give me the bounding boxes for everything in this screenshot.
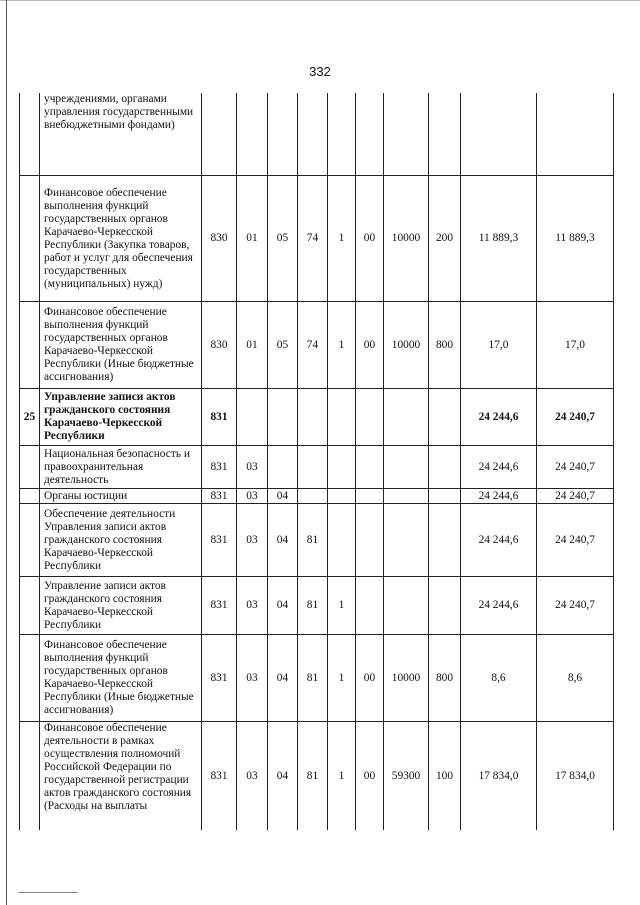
code-ministry: 831 [202, 389, 237, 446]
row-number [20, 93, 40, 176]
code-ministry: 831 [202, 722, 237, 831]
row-name: Финансовое обеспечение деятельности в рамках осуществления полномочий Российской Федерации по государственной регистрации актов гражданского состояния (Расходы на выплаты [40, 722, 202, 831]
code-section: 03 [237, 489, 268, 504]
amount-year-1: 24 244,6 [461, 489, 537, 504]
code-activity [356, 577, 384, 635]
amount-year-1: 17 834,0 [461, 722, 537, 831]
code-subsection: 04 [268, 489, 298, 504]
budget-table [19, 93, 614, 830]
page-number: 332 [309, 64, 331, 79]
table-row [20, 635, 614, 722]
code-ministry: 831 [202, 635, 237, 722]
code-activity [356, 489, 384, 504]
row-number [20, 302, 40, 389]
code-section [237, 93, 268, 176]
code-section: 01 [237, 302, 268, 389]
row-name: учреждениями, органами управления государственными внебюджетными фондами) [40, 93, 202, 176]
code-section: 03 [237, 577, 268, 635]
code-activity: 00 [356, 302, 384, 389]
amount-year-1: 24 244,6 [461, 446, 537, 489]
row-name: Органы юстиции [40, 489, 202, 504]
code-expense-type [429, 446, 461, 489]
row-number [20, 635, 40, 722]
code-section: 03 [237, 635, 268, 722]
code-ministry: 830 [202, 302, 237, 389]
code-subprogram [328, 504, 356, 577]
code-program: 81 [298, 504, 328, 577]
left-margin-line [6, 0, 7, 905]
amount-year-1: 8,6 [461, 635, 537, 722]
row-number [20, 504, 40, 577]
code-section: 03 [237, 446, 268, 489]
code-program: 74 [298, 302, 328, 389]
code-direction [384, 446, 429, 489]
top-edge-line [0, 0, 640, 1]
code-program [298, 389, 328, 446]
code-subsection: 05 [268, 176, 298, 302]
row-number [20, 176, 40, 302]
row-name: Национальная безопасность и правоохранительная деятельность [40, 446, 202, 489]
table-row [20, 489, 614, 504]
amount-year-2: 17 834,0 [537, 722, 614, 831]
code-subprogram: 1 [328, 635, 356, 722]
table-row [20, 577, 614, 635]
code-expense-type [429, 93, 461, 176]
table-row [20, 722, 614, 831]
amount-year-1: 17,0 [461, 302, 537, 389]
code-expense-type [429, 389, 461, 446]
code-direction [384, 389, 429, 446]
code-expense-type: 100 [429, 722, 461, 831]
code-subprogram: 1 [328, 176, 356, 302]
amount-year-2: 24 240,7 [537, 446, 614, 489]
code-direction [384, 489, 429, 504]
code-subsection: 04 [268, 722, 298, 831]
code-subsection [268, 446, 298, 489]
code-subprogram: 1 [328, 722, 356, 831]
amount-year-1 [461, 93, 537, 176]
code-section: 03 [237, 504, 268, 577]
code-expense-type: 200 [429, 176, 461, 302]
row-number [20, 446, 40, 489]
code-expense-type [429, 504, 461, 577]
table-row [20, 389, 614, 446]
code-ministry: 831 [202, 504, 237, 577]
code-subsection: 04 [268, 504, 298, 577]
code-direction [384, 504, 429, 577]
code-ministry: 831 [202, 446, 237, 489]
code-program: 74 [298, 176, 328, 302]
amount-year-2: 11 889,3 [537, 176, 614, 302]
bottom-edge-line [18, 892, 78, 893]
code-activity: 00 [356, 176, 384, 302]
amount-year-1: 24 244,6 [461, 577, 537, 635]
code-direction [384, 577, 429, 635]
code-ministry: 831 [202, 489, 237, 504]
amount-year-2: 24 240,7 [537, 389, 614, 446]
row-number [20, 722, 40, 831]
table-row [20, 504, 614, 577]
code-subprogram [328, 446, 356, 489]
code-program [298, 489, 328, 504]
row-number [20, 489, 40, 504]
table-row [20, 302, 614, 389]
code-direction: 10000 [384, 635, 429, 722]
amount-year-2: 24 240,7 [537, 489, 614, 504]
amount-year-2: 17,0 [537, 302, 614, 389]
row-number: 25 [20, 389, 40, 446]
code-direction: 59300 [384, 722, 429, 831]
code-direction [384, 93, 429, 176]
amount-year-2 [537, 93, 614, 176]
code-subsection [268, 93, 298, 176]
code-ministry [202, 93, 237, 176]
code-program [298, 93, 328, 176]
code-expense-type [429, 489, 461, 504]
code-section: 01 [237, 176, 268, 302]
code-program: 81 [298, 722, 328, 831]
amount-year-1: 11 889,3 [461, 176, 537, 302]
table-row [20, 446, 614, 489]
code-direction: 10000 [384, 176, 429, 302]
amount-year-2: 24 240,7 [537, 577, 614, 635]
row-name: Финансовое обеспечение выполнения функций государственных органов Карачаево-Черкесской Республики (Иные бюджетные ассигнования) [40, 635, 202, 722]
row-name: Финансовое обеспечение выполнения функций государственных органов Карачаево-Черкесской Республики (Закупка товаров, работ и услуг для обеспечения государственных (муниципальных) нужд) [40, 176, 202, 302]
code-subsection [268, 389, 298, 446]
table-row [20, 93, 614, 176]
row-name: Управление записи актов гражданского состояния Карачаево-Черкесской Республики [40, 389, 202, 446]
code-subsection: 04 [268, 577, 298, 635]
row-name: Управление записи актов гражданского состояния Карачаево-Черкесской Республики [40, 577, 202, 635]
code-activity: 00 [356, 722, 384, 831]
code-ministry: 831 [202, 577, 237, 635]
amount-year-2: 24 240,7 [537, 504, 614, 577]
code-activity [356, 389, 384, 446]
code-subprogram [328, 389, 356, 446]
row-name: Обеспечение деятельности Управления записи актов гражданского состояния Карачаево-Черкесской Республики [40, 504, 202, 577]
code-expense-type: 800 [429, 302, 461, 389]
code-activity [356, 504, 384, 577]
code-section [237, 389, 268, 446]
code-activity: 00 [356, 635, 384, 722]
row-number [20, 577, 40, 635]
table-row [20, 176, 614, 302]
amount-year-1: 24 244,6 [461, 504, 537, 577]
code-program [298, 446, 328, 489]
code-section: 03 [237, 722, 268, 831]
code-subsection: 05 [268, 302, 298, 389]
code-activity [356, 93, 384, 176]
code-activity [356, 446, 384, 489]
amount-year-1: 24 244,6 [461, 389, 537, 446]
code-direction: 10000 [384, 302, 429, 389]
code-subprogram: 1 [328, 577, 356, 635]
code-subsection: 04 [268, 635, 298, 722]
code-expense-type: 800 [429, 635, 461, 722]
code-ministry: 830 [202, 176, 237, 302]
code-subprogram [328, 489, 356, 504]
code-program: 81 [298, 635, 328, 722]
code-expense-type [429, 577, 461, 635]
code-subprogram [328, 93, 356, 176]
code-subprogram: 1 [328, 302, 356, 389]
row-name: Финансовое обеспечение выполнения функций государственных органов Карачаево-Черкесской Республики (Иные бюджетные ассигнования) [40, 302, 202, 389]
amount-year-2: 8,6 [537, 635, 614, 722]
code-program: 81 [298, 577, 328, 635]
